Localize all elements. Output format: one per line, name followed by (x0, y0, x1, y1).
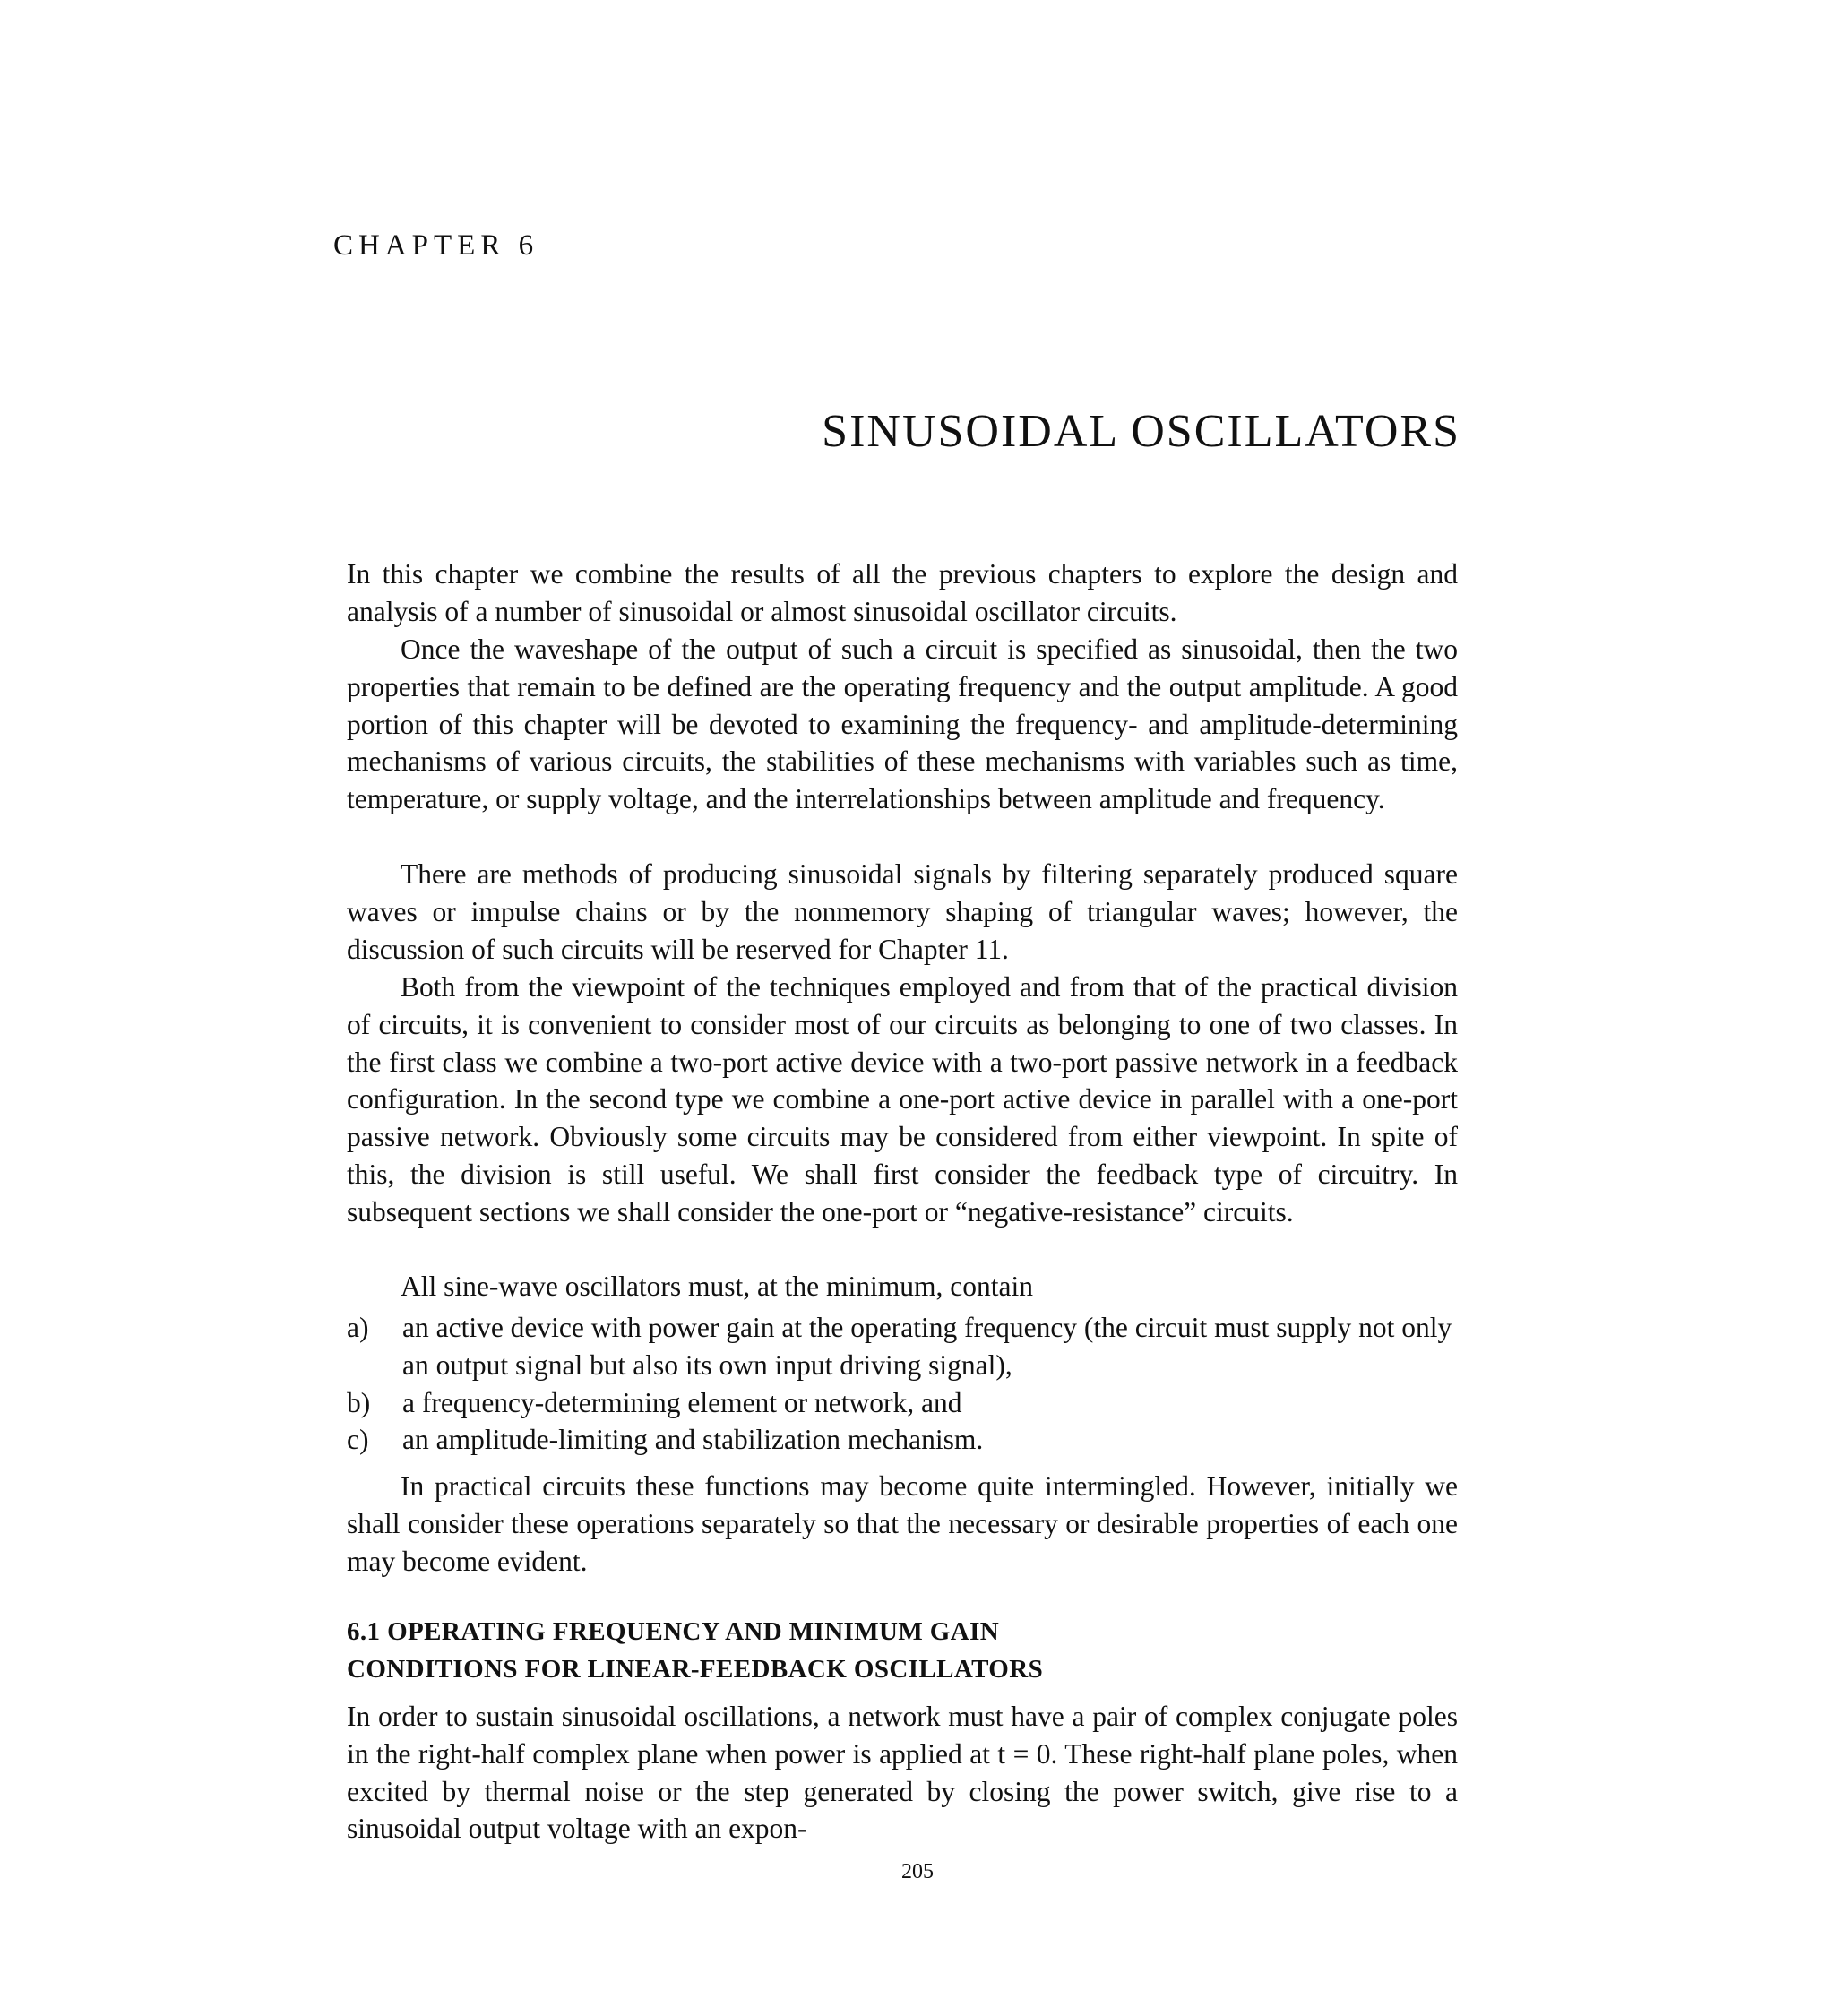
chapter-label: CHAPTER 6 (333, 229, 539, 262)
list-marker: b) (347, 1386, 371, 1418)
methods-paragraph: There are methods of producing sinusoidal signals by filtering separately produced square waves or impulse chains or by the nonmemory shaping of triangular waves; however, the discussion of such circuits will be reserved for Chapter 11. (347, 858, 1458, 965)
list-item (347, 1309, 1458, 1384)
practical-circuits-paragraph: In practical circuits these functions may become quite intermingled. However, initially we shall consider these operations separately so that the necessary or desirable properties of each one may become evident. (347, 1470, 1458, 1577)
section-heading-line: 6.1 OPERATING FREQUENCY AND MINIMUM GAIN (347, 1617, 1000, 1646)
circuit-classes-paragraph: Both from the viewpoint of the techniques employed and from that of the practical division of circuits, it is convenient to consider most of our circuits as belonging to one of two classes. In the first class we combine a two-port active device with a two-port passive network in a feedback configuration. In the second type we combine a one-port active device in parallel with a one-port passive network. Obviously some circuits may be considered from either viewpoint. In spite of this, the division is still useful. We shall first consider the feedback type of circuitry. In subsequent sections we shall consider the one-port or “negative-resistance” circuits. (347, 971, 1458, 1228)
section-heading-line: CONDITIONS FOR LINEAR-FEEDBACK OSCILLATORS (347, 1655, 1044, 1684)
requirements-intro-paragraph: All sine-wave oscillators must, at the minimum, contain (401, 1271, 1033, 1302)
list-item-text: an amplitude-limiting and stabilization mechanism. (402, 1424, 984, 1456)
intro-paragraph: In this chapter we combine the results of all the previous chapters to explore the design and analysis of a number of sinusoidal or almost sinusoidal oscillator circuits. (347, 558, 1458, 627)
waveshape-paragraph: Once the waveshape of the output of such a circuit is specified as sinusoidal, then the two properties that remain to be defined are the operating frequency and the output amplitude. A good portion of this chapter will be devoted to examining the frequency- and amplitude-determining mechanisms of various circuits, the stabilities of these mechanisms with variables such as time, temperature, or supply voltage, and the interrelationships between amplitude and frequency. (347, 633, 1458, 815)
list-item-text: a frequency-determining element or network, and (402, 1386, 962, 1418)
list-marker: c) (347, 1424, 369, 1456)
requirements-list (347, 1309, 1458, 1459)
sustain-oscillations-paragraph: In order to sustain sinusoidal oscillations, a network must have a pair of complex conjugate poles in the right-half complex plane when power is applied at t = 0. These right-half plane poles, when excited by thermal noise or the step generated by closing the power switch, give rise to a sinusoidal output voltage with an expon- (347, 1701, 1458, 1845)
chapter-title: SINUSOIDAL OSCILLATORS (822, 406, 1460, 457)
list-item-text: an active device with power gain at the operating frequency (the circuit must supply not only an output signal but also its own input driving signal), (402, 1312, 1452, 1381)
section-heading (347, 1613, 1458, 1688)
list-item (347, 1421, 1458, 1459)
list-item (347, 1384, 1458, 1422)
page-number: 205 (901, 1860, 934, 1883)
list-marker: a) (347, 1312, 369, 1343)
